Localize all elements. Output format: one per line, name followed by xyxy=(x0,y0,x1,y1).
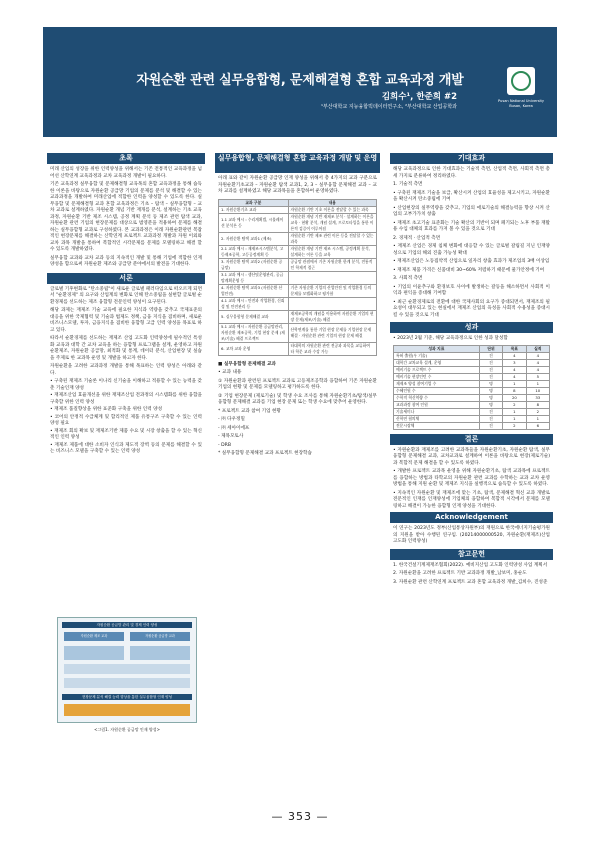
effect-item: • 구축된 재제조 기술을 보급, 확산시켜 산업의 효율성을 제고시키고, 자원순환을 확산시켜 탄소중립에 기여 xyxy=(393,190,550,202)
effect-item: • 재제조 산업은 경제 침체 변화에 대응할 수 있는 글로벌 갈림길 지닌 인재양성으로 기업의 해외 진출 가능성 확대 xyxy=(393,244,550,256)
figure-band-top: 자원순환 공급망 관리 및 경제 인력 양성 xyxy=(62,622,192,628)
column-middle xyxy=(215,153,380,460)
table-cell: 타대학의 자원순환 관련 전공과 과목을 교류하여 타 학문 교과 수강 가능 xyxy=(288,342,376,355)
table-cell: 교과과정 참여 인원 xyxy=(394,401,480,408)
table-cell: 4 xyxy=(503,373,526,380)
effect-item: • 재제조산업은 노동집약적 산업으로 일자리 창출 효과가 제조업의 3배 이상임 xyxy=(393,259,550,264)
table-cell: 4.1 교과 예시 : 안전과 작업환경, 신뢰성 및 안전관리 등 xyxy=(219,297,289,310)
figure-block xyxy=(64,646,124,660)
table-cell: 수혜인원 수 xyxy=(394,387,480,394)
table-cell: 자원순환 개념 기반 재제조 분석 · 설계하는 이론을 교육 · 현황 분석, 개념 설계, 프로토타입을 통한 이론적 검증이 이루어짐 xyxy=(288,213,376,232)
table-cell: 재제조 양성 참여기업 수 xyxy=(394,380,480,387)
table-row xyxy=(219,323,377,342)
table-row xyxy=(394,373,550,380)
table-row xyxy=(394,366,550,373)
project-item: - DRB xyxy=(218,442,231,448)
project-section xyxy=(215,356,380,458)
table-row xyxy=(394,415,550,422)
table-cell: 4 xyxy=(503,366,526,373)
project-item: ② 기업 현장문제 (제로기술) 및 학생 수요 조사를 통해 자원순환기초/탐색/실무융합형 문제해결 교과를 기업 현장 문제 또는 학생 수요에 맞추어 운영한다. xyxy=(218,393,377,405)
table-cell: 8 xyxy=(503,387,526,394)
table-cell: 6. 교차 교과 운영 xyxy=(219,342,289,355)
table-cell: 자원순환 기반 제조 관련 이론 등을 전달할 수 있는 과목 xyxy=(288,232,376,245)
figure-block xyxy=(64,678,190,688)
intro-paragraph: 따라서 순환경제를 선도하는 재제조 산업 고도화 인력양성에 필수적인 특성화 교육과 대학 간 교차 교육을 하는 융합형 프로그램을 설계, 운영하고 자원순환제조, 자원순환 공급망, 최적화 및 통계, 데이터 분석, 산업현장 및 실습을 주제로 한 교과목 운영 및 개발을 하고자 한다. xyxy=(50,336,202,361)
reference-item: 3. 자원순환 관련 산학연계 프로젝트 교과 혼합 교육과정 개발_김희수, 진성준 xyxy=(393,579,548,585)
table-cell: 산학연 협의체 xyxy=(394,415,480,422)
table-cell: 명 xyxy=(479,394,502,401)
logo-text: Pusan National University Busan, Korea xyxy=(497,99,545,108)
poster xyxy=(43,27,557,787)
table-cell: 명 xyxy=(479,387,502,394)
project-item: - ㈜ 세아이에프 xyxy=(218,425,250,431)
table-row xyxy=(219,310,377,323)
table-cell: 수학적 혁신역량 수 xyxy=(394,394,480,401)
table-cell: 1. 자원순환기초 교과 xyxy=(219,206,289,213)
abstract-paragraph: 기존 교육과정 실무융합 및 문제해결형 교육목의 혼합 교육과정을 통해 습득한 이론을 바탕으로 자원순환 공급망 기업의 문제를 분석 및 해결할 수 있는 교과과정을 개발하여 미래산업에 적합한 인력을 양성할 수 있도록 한다. 실무융합 및 문제해결형 교과 혼합 교육과정은 기초 – 탐색 – 실무융합형 – 교차 교과로 설계하였다. 자원순환 개념 기반 재개를 분석, 설계하는 기초 교육과정, 자원순환 기반 제조 시스템, 공정 계획 분석 등 제조 관련 탐색 교과, 자원순환 관련 기업의 현장문제를 대상으로 범영분을 적용하여 문제를 해결하는 실무융합형 교과로 구성하였다. 본 교과과정은 이래 자원순환관련 복잡적인 현장문제를 해결하는 산학연계 프로젝트 교과과정 개발과 자원 이외와 교차 과목 개발을 통하여 복합적인 시각문제를 문제를 모델링하고 해결 할 수 있도록 개발하였다. xyxy=(50,182,202,252)
table-cell: 4 xyxy=(503,352,526,359)
table-header: 내용 xyxy=(288,199,376,206)
conclusion-item: • 지속적인 자원순환 및 재제조에 맞는 기초, 탐색, 문제해결 혁신 교과 개발로 전문적인 인재를 인재양성에 기업체의 융합하여 복합적 시각에서 문제를 모델링하고 해결이 가능한 융합형 인재 양성을 기대한다. xyxy=(393,490,550,509)
figure-talent-training xyxy=(57,617,197,723)
table-cell: 1 xyxy=(503,380,526,387)
intro-paragraph: 해당 과제는 재제조 기술 교육에 필요한 지식과 역량을 갖추고 국제표준의 대응을 위한 국제협력 및 기술과 법제도 정책, 금융 지식을 겸비하며, 새로운 비즈니스모델, 투자, 금융지식을 겸비한 융합형 고급 인력 양성을 목표로 하고 있다. xyxy=(50,308,202,333)
project-item: * 프로젝트 교과 참여 기업 현황 xyxy=(218,408,281,414)
table-row xyxy=(394,352,550,359)
table-header: 성과 지표 xyxy=(394,345,480,352)
reference-item: 1. 한국건설기계제재조협회(2022). 예비지산업 고도화 인력양성 사업 계획서 xyxy=(393,562,548,568)
table-row xyxy=(219,342,377,355)
table-header: 목표 xyxy=(503,345,526,352)
table-cell: 33 xyxy=(526,394,549,401)
table-cell: 3. 자원순환 탐색 교과2 (자원순환 공급망) xyxy=(219,258,289,271)
abstract-body xyxy=(47,164,205,269)
table-cell: 건 xyxy=(479,352,502,359)
table-cell: 건 xyxy=(479,422,502,429)
reference-item: 2. 자원순환을 고려한 프로젝트 기반 교과과정 개발_남보미, 홍순도 xyxy=(393,571,527,576)
table-header: 실적 xyxy=(526,345,549,352)
table-cell: 6 xyxy=(526,422,549,429)
effects-body xyxy=(390,164,553,319)
table-cell: 자원순환 개념 기반 제조 시스템, 공정계획 분석, 설계하는 이론 등을 교육 xyxy=(288,245,376,258)
table-cell: 1 xyxy=(503,415,526,422)
abstract-paragraph: 미래 산업의 성장을 위한 인력양성을 위해서는 기존 전통적인 교육과정을 넘어선 산학연계 교육과정과 교차 교육과정 개발이 필요하다. xyxy=(50,167,202,179)
table-cell: 예비기술 프로젝트 수 xyxy=(394,366,480,373)
effect-item: • 재제조 제품 가격은 신품대비 30~60% 저렴하기 때문에 물가안정에 기여 xyxy=(393,267,545,273)
table-cell: 4. 자원순환 탐색 교과3 (자원순환 산업안전) xyxy=(219,284,289,297)
table-cell: 4 xyxy=(526,352,549,359)
table-row xyxy=(394,422,550,429)
table-cell: 4 xyxy=(526,359,549,366)
authors: 김희수¹, 한준희 #2 xyxy=(381,92,457,102)
table-row xyxy=(394,380,550,387)
table-cell: 건 xyxy=(479,408,502,415)
table-cell: 2. 자원순환 탐색 교과1 (제조) xyxy=(219,232,289,245)
effect-item: • 산업현장의 실무역량을 갖추고, 기업의 애로기술의 해결능력을 향상 시켜 산업의 고부가가치 창출 xyxy=(393,205,550,217)
table-cell: 10 xyxy=(526,387,549,394)
curriculum-intro: 아래 표와 같이 자원순환 공급망 인재 양성을 위해서 총 4가지의 교과 구분으로 자원순환기초교과 – 자원순환 탐색 교과1, 2, 3 – 실무융합 문제해결 교과 – 교차 교과를 설계하였고 해당 교과목들을 혼합하여 운영하였다. xyxy=(218,176,377,194)
effect-item: • 기업의 이윤추구와 환경보호 사이에 발생하는 갈등을 해소하면서 사회적 이익과 편익을 증대해 기여함 xyxy=(393,284,550,296)
project-item: • 교과 내용 xyxy=(218,370,242,375)
table-cell: 2.1 교과 예시 : 재제조시스템분석, 고등제조공학, 고등공정계획 등 xyxy=(219,245,289,258)
effect-item: 해당 교육과정으로 인한 기대효과는 기술적 측면, 산업적 측면, 사회적 측면 총 세 가지로 분류하여 정리하였다. xyxy=(393,167,550,179)
table-cell: 2 xyxy=(503,401,526,408)
goal-item: • 재제조 품질향상을 위한 표준화 구축을 위한 인력 양성 xyxy=(50,407,163,412)
goal-item: • 재제조 제품에 대한 소비자 인식과 제도적 장벽 등의 문제를 해결할 수 있는 비즈니스 모델을 구축할 수 있는 인력 양성 xyxy=(50,442,202,454)
table-cell: 건 xyxy=(479,415,502,422)
goal-item: • 코어의 안정적 수급체계 및 합리적인 제품 유통구조 구축할 수 있는 인력 양성 필요 xyxy=(50,414,202,426)
table-row xyxy=(394,401,550,408)
effect-item: 1. 기술적 측면 xyxy=(393,182,423,187)
table-cell: 공급망 관점에서 기존 자원순환 한계 분석, 전통적인 학제적 접근 xyxy=(288,258,376,271)
table-row xyxy=(219,213,377,232)
table-row xyxy=(219,206,377,213)
table-cell: 2 xyxy=(503,422,526,429)
table-row xyxy=(219,297,377,310)
project-item: ① 자원순환과 관련된 프로젝트 교과로 고등제조공학과 융합하여 기존 자원순환 기업의 현황 및 문제를 모델링하고 평가하도록 한다. xyxy=(218,378,377,390)
effect-item: 3. 사회적 측면 xyxy=(393,276,423,281)
table-cell: 전문시장체 xyxy=(394,422,480,429)
project-item: - ㈜ 다우정밀 xyxy=(218,417,245,422)
poster-title: 자원순환 관련 실무융합형, 문제해결형 혼합 교육과정 개발 xyxy=(136,73,464,88)
table-row xyxy=(394,408,550,415)
table-cell: 예비기술 현장인턴 수 xyxy=(394,373,480,380)
table-cell: 산학연계를 통한 기업 현장 문제를 기업현장 문제 해결 · 자원순환 관련 기업의 현장 문제 해결 xyxy=(288,323,376,342)
table-cell: 3.1 교과 예시 : 생산및운영관리, 공급망계획운영 등 xyxy=(219,271,289,284)
table-row xyxy=(219,245,377,258)
figure-box-manufacturing: 자원순환 제조 교과 xyxy=(64,632,124,641)
column-left xyxy=(47,153,205,457)
table-cell: 재제조공학의 개념을 이용하여 자원순환 기업의 현장 문제(제조/기술) 해결 xyxy=(288,310,376,323)
effect-item: • 최근 순환경제로의 전환에 대한 국제사회의 요구가 증대되면서, 재제조의 필요성이 대두되고 있는 현실에서 재제조 산업의 육성을 사회적 수용성을 증대시킬 수 있을 것으로 기대 xyxy=(393,299,550,318)
table-cell: 대학간 교차교육 설계, 운영 xyxy=(394,359,480,366)
project-item: - 제목모토사 xyxy=(218,434,244,439)
section-title-acknowledgement: Acknowledgement xyxy=(390,512,553,523)
table-cell: 4 xyxy=(526,366,549,373)
table-cell: 20 xyxy=(503,394,526,401)
section-title-references: 참고문헌 xyxy=(390,549,553,560)
goal-item: • 재제조산업 효율개선을 위한 재제조산업 전과정의 시스템화를 위한 융합을 구축할 위한 인력 양성 xyxy=(50,393,202,405)
figure-caption: <그림1. 자원순환 공급망 인재 양성> xyxy=(94,727,160,732)
table-cell: 1 xyxy=(503,408,526,415)
results-table xyxy=(393,345,550,430)
table-cell: 5.1 교과 예시 : 자원순환 공급망관리, 자원순환 제조공학, 기업 현장 문제 (제조/기술) 해결 프로젝트 xyxy=(219,323,289,342)
goal-item: • 재제조 회의 확보 및 재제조기반 제품 수요 및 시장 창출을 할 수 있는 혁신적인 인력 양성 xyxy=(50,428,202,440)
figure-band-bottom: 현장문제 분석 해결 능력 향상을 통한 실무융합형 인재 양성 xyxy=(62,694,192,700)
intro-paragraph: 자원순환을 고려한 교과과정 개발을 통해 목표하는 인력 양성은 아래와 같다. xyxy=(50,364,202,376)
table-cell: 기존 자원순환 기업의 산업안전 및 작업환경 등의 문제를 모델화하고 평가함 xyxy=(288,284,376,297)
table-header: 단위 xyxy=(479,345,502,352)
table-cell: 2 xyxy=(526,408,549,415)
table-cell: 1 xyxy=(526,380,549,387)
section-title-conclusion: 결론 xyxy=(390,434,553,445)
table-cell: 명 xyxy=(479,401,502,408)
table-cell: 건 xyxy=(479,373,502,380)
figure-block xyxy=(130,646,190,660)
acknowledgement-body: 이 연구는 2023년도 정부(산업통상자원부)의 재원으로 한국에너지기술평가원의 지원을 받아 수행된 연구임. (20214000000520, 자원순환(재제조)산업 고도화 인력양성) xyxy=(393,526,550,544)
table-cell: 3 xyxy=(503,359,526,366)
figure-block xyxy=(64,704,190,716)
project-item: * 실무융합형 문제해결 교과 프로젝트 현장학습 xyxy=(218,451,312,456)
section-title-curriculum: 실무융합형, 문제해결형 혼합 교육과정 개발 및 운영 xyxy=(215,153,380,173)
table-cell: 기술세미나 xyxy=(394,408,480,415)
poster-header xyxy=(43,27,557,137)
table-row xyxy=(219,271,377,284)
conclusion-item: • 개발한 프로젝트 교과목 운영을 위해 자원순환기초, 탐색 교과목에 프로젝트를 융합하는 방법과 타학교의 자원순환 관련 교과를 수학하는 교과 교차 운영 방법을 통해 지원 순환 및 재제조 지식을 실행적으로 습득할 수 있도록 하였다. xyxy=(393,469,550,487)
curriculum-table xyxy=(218,199,377,356)
table-cell: 명 xyxy=(479,380,502,387)
effect-item: • 재제조 초고기술 표준화는 기술 확산의 기반이 되며 폐기되는 노후 부품 재활용 수입 대체의 효과를 가져 볼 수 있을 것으로 기대 xyxy=(393,220,550,232)
table-cell: 5 xyxy=(526,373,549,380)
table-cell xyxy=(288,297,376,310)
section-title-results: 성과 xyxy=(390,322,553,333)
conclusion-item: • 자원순환과 재제조를 고려한 교과목들을 자원순환기초, 자원순환 탐색, 실무융합형 문제해결 교과, 교차교과로 설계하여 이론을 바탕으로 현장(제로기술)과 복합적 문제 해결을 할 수 있도록 하였다. xyxy=(393,447,550,466)
goal-item: • 구축된 재제조 기술론 이나리 신기술을 이해하고 적용할 수 있는 능력을 갖춘 기술인재 양성 xyxy=(50,379,202,391)
page-number: — 353 — xyxy=(271,810,329,823)
table-cell: 1 xyxy=(526,415,549,422)
table-row xyxy=(394,359,550,366)
effect-item: 2. 경제적 · 산업적 측면 xyxy=(393,235,441,241)
table-cell: 8 xyxy=(526,401,549,408)
table-cell: 건 xyxy=(479,366,502,373)
section-title-abstract: 초록 xyxy=(47,153,205,164)
project-heading: ■ 실무융합형 문제해결 교과 xyxy=(218,361,276,367)
table-row xyxy=(219,232,377,245)
affiliation: ¹부산대학교 지능융합빅데이터연구소, ²부산대학교 산업공학과 xyxy=(321,104,457,110)
table-cell: 특허 출원(우 기술) xyxy=(394,352,480,359)
intro-paragraph: 글로벌 기후변화로 "탄소중립"이 새로운 글로벌 패러다임으로 떠오르게 되면서 "순환경제" 의 요구와 산업계의 변화로 인해 탄소중립을 실현할 글로벌 순환경제를 선도하는 제조 융합형 전문인력 양성이 요구된다. xyxy=(50,286,203,305)
column-right xyxy=(390,153,553,588)
table-row xyxy=(219,284,377,297)
results-table-wrap xyxy=(390,343,553,430)
results-intro: • 2023년 2월 기준, 해당 교육과정으로 인한 성과 달성함 xyxy=(393,336,508,341)
figure-box-supply-chain: 자원순환 공급망 교과 xyxy=(130,632,190,641)
section-title-intro: 서론 xyxy=(47,273,205,284)
table-cell: 건 xyxy=(479,359,502,366)
table-row xyxy=(394,387,550,394)
table-cell: 1.1 교과 예시 : 수리계획법, 시뮬레이션 분석론 등 xyxy=(219,213,289,232)
intro-body xyxy=(47,284,205,456)
conclusion-body xyxy=(390,445,553,511)
section-title-effects: 기대효과 xyxy=(390,153,553,164)
table-row xyxy=(219,258,377,271)
table-row xyxy=(394,394,550,401)
table-cell: 자원순환 기반 기초 이론을 전달할 수 있는 과목 xyxy=(288,206,376,213)
abstract-paragraph: 실무융합 교과와 교차 교과 등의 지속적인 개발 및 통해 기업에 적합한 인재양성을 함으로써 자원순환 제조와 공급망 분야에서의 발전을 기대한다. xyxy=(50,255,202,267)
table-header: 교과 구분 xyxy=(219,199,289,206)
figure-block xyxy=(64,664,190,674)
university-logo-icon xyxy=(507,67,535,95)
references-body xyxy=(390,560,553,587)
curriculum-table-wrap xyxy=(215,196,380,356)
table-cell: 5. 실무융합형 문제해결 교과 xyxy=(219,310,289,323)
table-cell xyxy=(288,271,376,284)
